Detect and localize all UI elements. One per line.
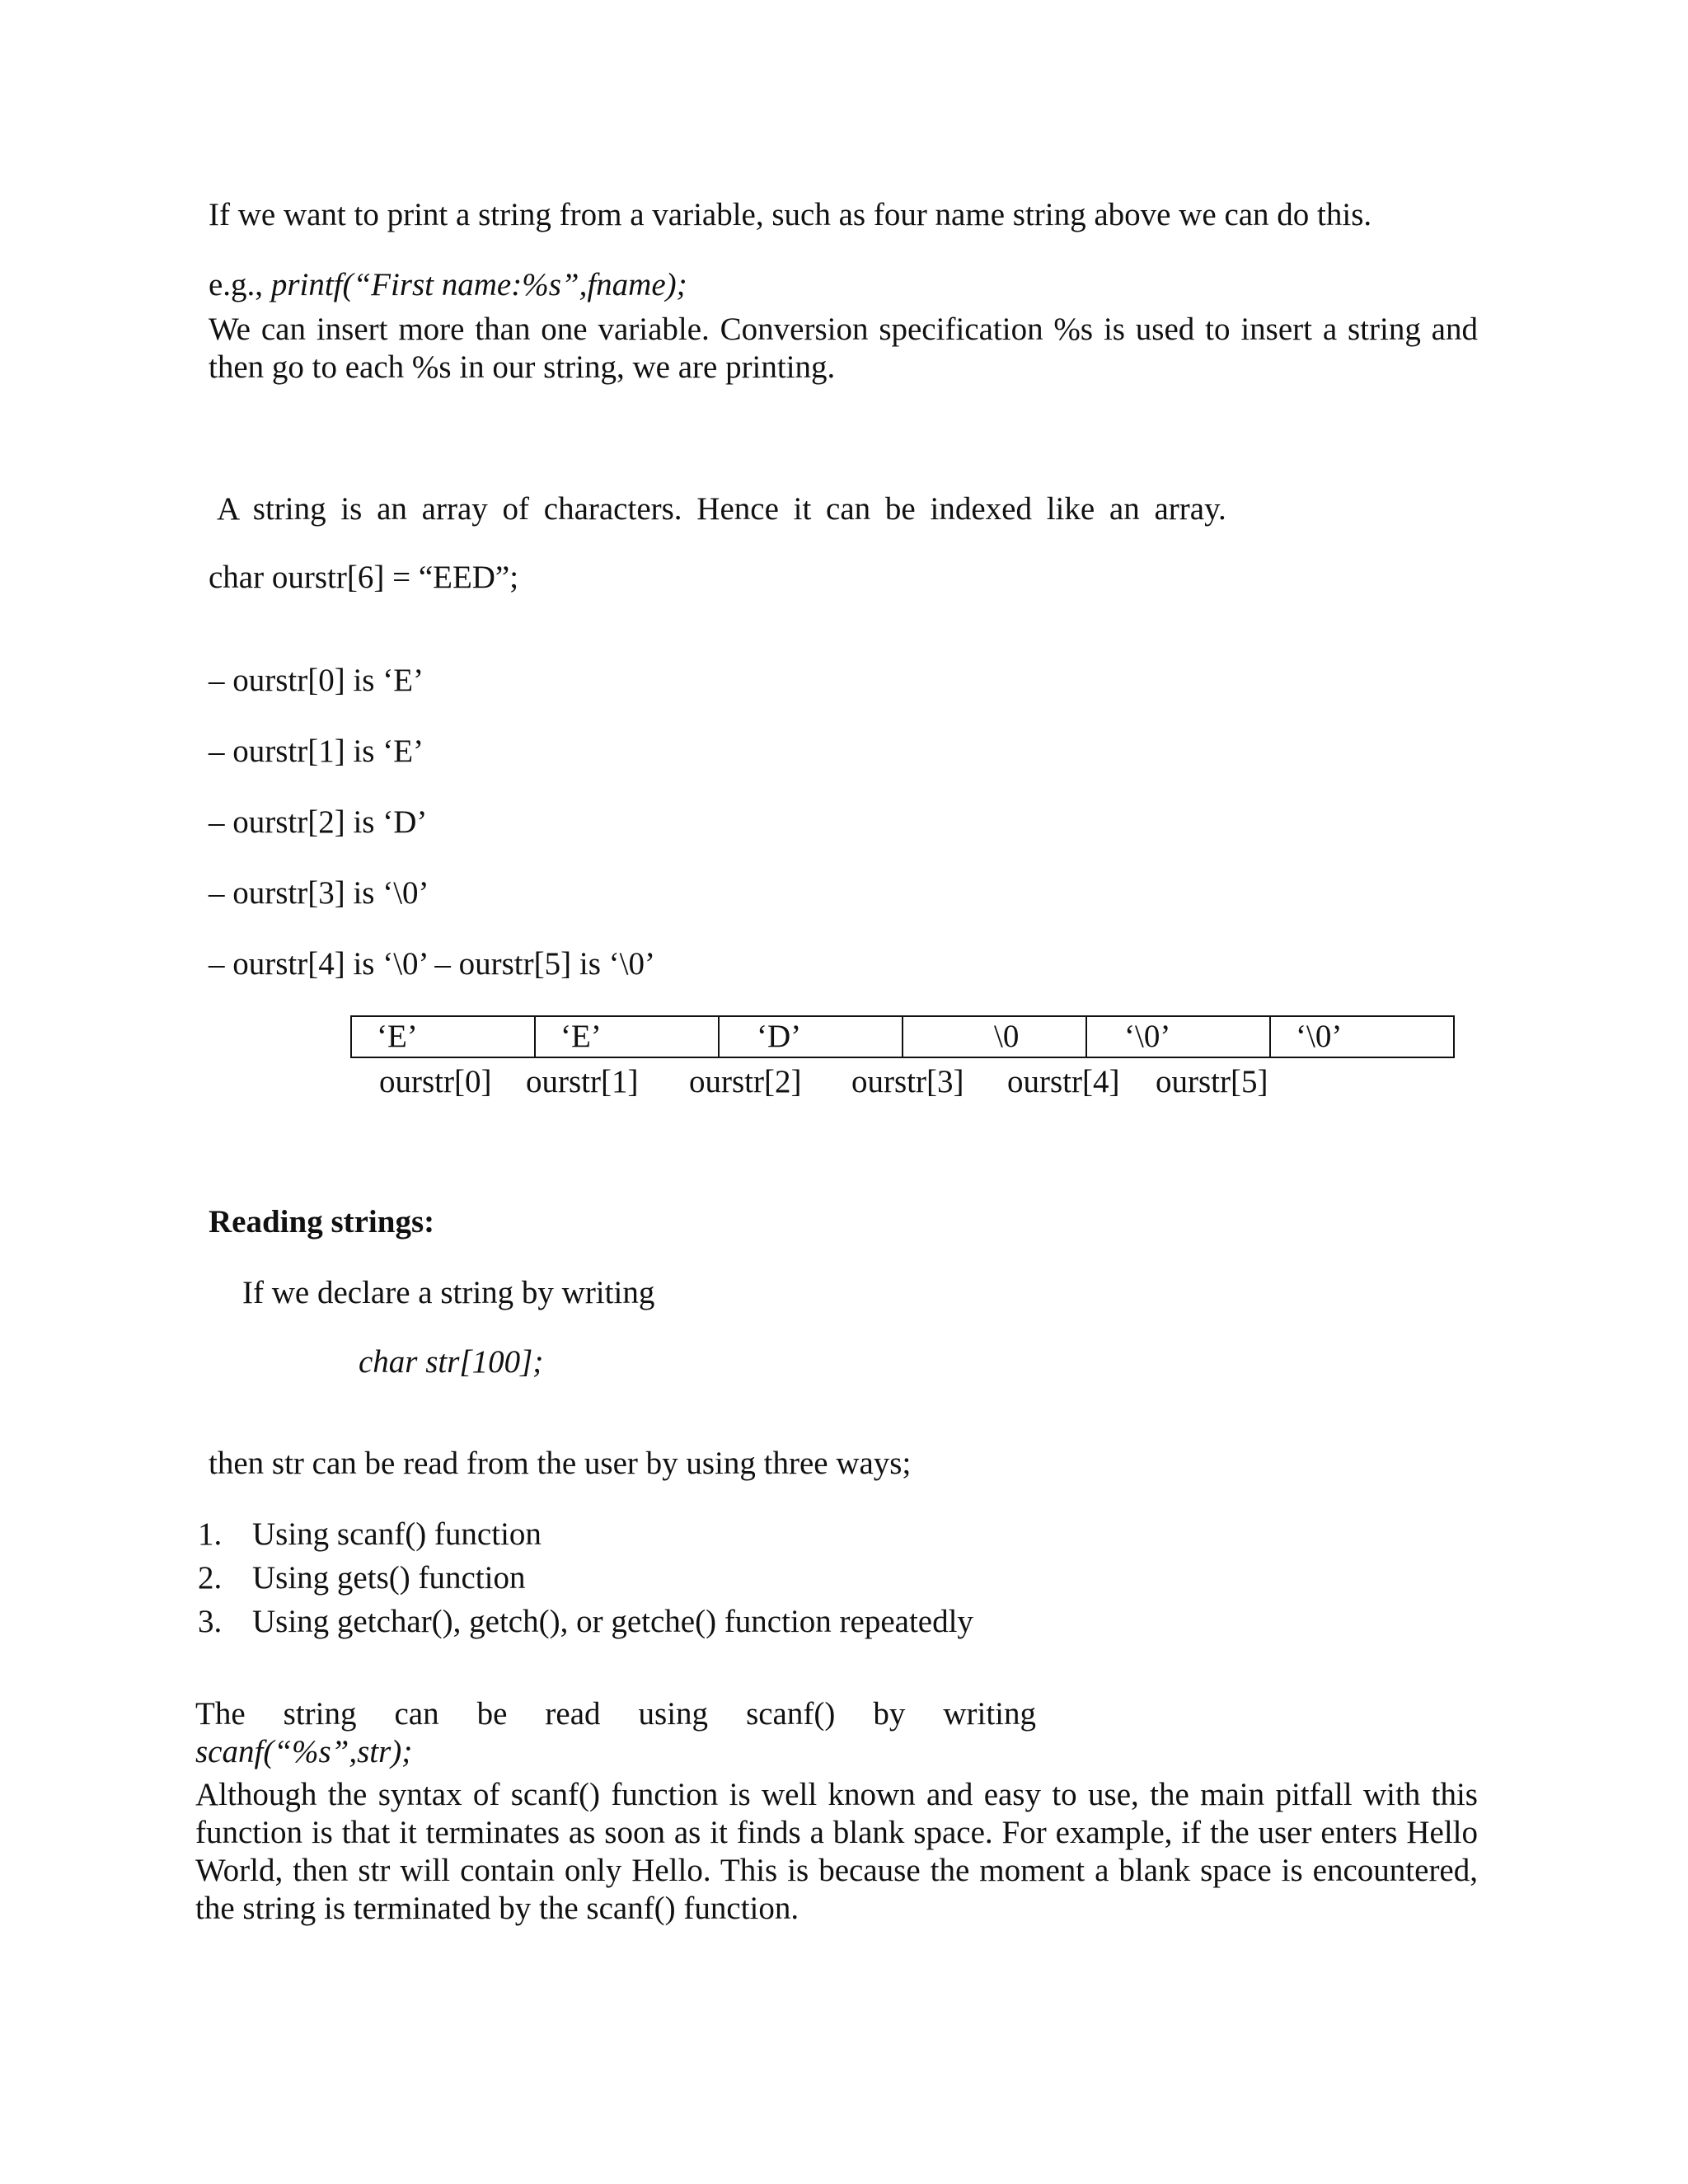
index-label: ourstr[5] [1156, 1064, 1268, 1099]
printf-code: printf(“First name:%s”,fname); [270, 267, 687, 302]
then-text: then str can be read from the user by using three ways; [209, 1446, 912, 1481]
index-item: – ourstr[0] is ‘E’ [209, 663, 424, 698]
pitfall-paragraph: Although the syntax of scanf() function is well known and easy to use, the main pitfall with this function is that it terminates as soon as it finds a blank space. For example, if the user enters Hello World, then str will contain only Hello. This is because the moment a blank space is encountered, the string is terminated by the scanf() function. [195, 1777, 1478, 1926]
array-cell: ‘\0’ [1086, 1016, 1270, 1057]
intro-line: If we want to print a string from a variable, such as four name string above we can do this. [209, 197, 1372, 232]
index-item: – ourstr[1] is ‘E’ [209, 733, 424, 769]
array-cell: ‘E’ [535, 1016, 719, 1057]
index-label: ourstr[0] [379, 1064, 492, 1099]
index-label: ourstr[2] [689, 1064, 802, 1099]
scanf-code: scanf(“%s”,str); [195, 1734, 413, 1769]
index-item: – ourstr[2] is ‘D’ [209, 804, 428, 840]
index-item: – ourstr[3] is ‘\0’ [209, 875, 429, 911]
declare-text: If we declare a string by writing [242, 1275, 655, 1310]
reading-ways-list [198, 1512, 973, 1643]
list-item: 3. Using getchar(), getch(), or getche() function repeatedly [198, 1604, 973, 1639]
array-statement: A string is an array of characters. Hence it can be indexed like an array. [217, 491, 1226, 527]
index-label: ourstr[1] [526, 1064, 639, 1099]
scanf-line: The string can be read using scanf() by writing [195, 1696, 1036, 1732]
eg-prefix: e.g., [209, 267, 264, 302]
array-declaration: char ourstr[6] = “EED”; [209, 560, 519, 595]
array-cell: ‘D’ [719, 1016, 903, 1057]
index-label: ourstr[4] [1007, 1064, 1120, 1099]
array-cell: \0 [903, 1016, 1086, 1057]
list-item: 1. Using scanf() function [198, 1516, 542, 1552]
list-item: 2. Using gets() function [198, 1560, 526, 1596]
section-heading: Reading strings: [209, 1204, 435, 1240]
array-cell: ‘\0’ [1270, 1016, 1454, 1057]
declare-code: char str[100]; [359, 1344, 544, 1380]
array-cell: ‘E’ [351, 1016, 535, 1057]
index-label: ourstr[3] [851, 1064, 964, 1099]
index-item: – ourstr[4] is ‘\0’ – ourstr[5] is ‘\0’ [209, 946, 655, 982]
printf-example [209, 266, 687, 304]
conversion-paragraph: We can insert more than one variable. Conversion specification %s is used to insert a string and then go to each %s in our string, we are printing. [209, 312, 1478, 385]
string-array-table [350, 1015, 1455, 1058]
